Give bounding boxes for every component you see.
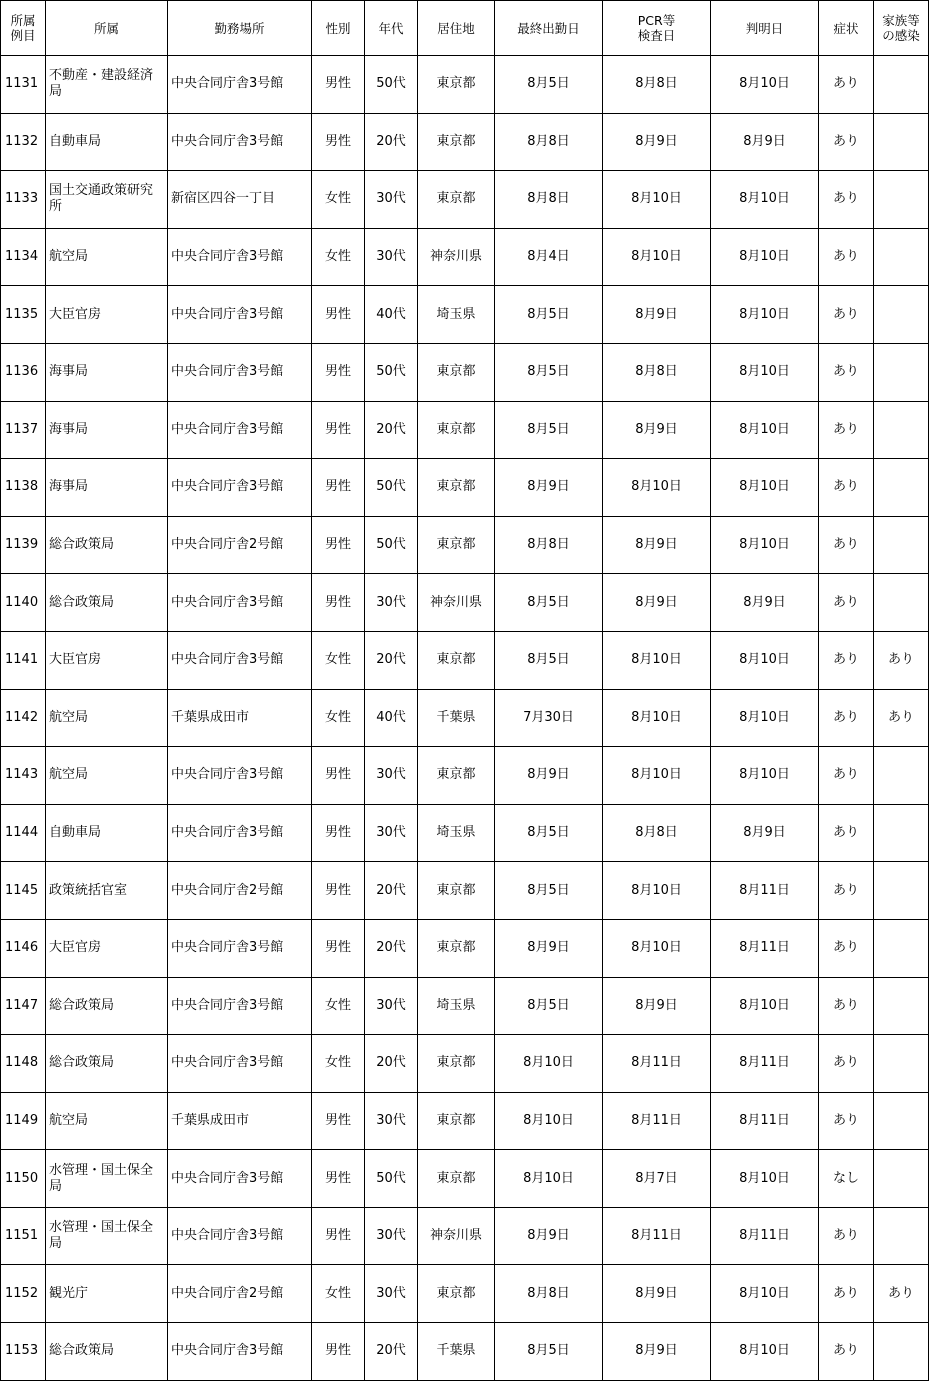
cell-age: 50代 xyxy=(365,459,418,517)
cell-case-number: 1153 xyxy=(1,1323,46,1381)
cell-confirmed-date: 8月10日 xyxy=(711,977,819,1035)
cell-sex: 男性 xyxy=(312,286,365,344)
cell-workplace: 中央合同庁舎3号館 xyxy=(168,401,312,459)
cell-affiliation: 総合政策局 xyxy=(46,574,168,632)
cell-case-number: 1142 xyxy=(1,689,46,747)
cell-case-number: 1132 xyxy=(1,113,46,171)
table-row xyxy=(1,747,929,805)
cell-age: 30代 xyxy=(365,977,418,1035)
cell-confirmed-date: 8月10日 xyxy=(711,401,819,459)
cell-affiliation: 総合政策局 xyxy=(46,516,168,574)
cell-workplace: 中央合同庁舎3号館 xyxy=(168,286,312,344)
cell-workplace: 千葉県成田市 xyxy=(168,689,312,747)
cell-case-number: 1141 xyxy=(1,631,46,689)
cell-sex: 男性 xyxy=(312,113,365,171)
cell-affiliation: 航空局 xyxy=(46,689,168,747)
cell-pcr-date: 8月8日 xyxy=(603,804,711,862)
cell-pcr-date: 8月11日 xyxy=(603,1207,711,1265)
cell-symptoms: あり xyxy=(819,631,874,689)
cell-last-workday: 8月9日 xyxy=(495,459,603,517)
cell-case-number: 1143 xyxy=(1,747,46,805)
cell-family-infection xyxy=(874,1092,929,1150)
cell-affiliation: 水管理・国土保全局 xyxy=(46,1207,168,1265)
cell-pcr-date: 8月8日 xyxy=(603,343,711,401)
cell-sex: 男性 xyxy=(312,1323,365,1381)
header-residence: 居住地 xyxy=(418,1,495,56)
header-confirmed-date: 判明日 xyxy=(711,1,819,56)
cell-affiliation: 自動車局 xyxy=(46,113,168,171)
cell-residence: 東京都 xyxy=(418,401,495,459)
cell-last-workday: 8月10日 xyxy=(495,1150,603,1208)
cell-family-infection xyxy=(874,574,929,632)
cell-case-number: 1152 xyxy=(1,1265,46,1323)
cell-affiliation: 海事局 xyxy=(46,459,168,517)
cell-affiliation: 政策統括官室 xyxy=(46,862,168,920)
cell-workplace: 中央合同庁舎3号館 xyxy=(168,631,312,689)
cell-case-number: 1133 xyxy=(1,171,46,229)
cell-sex: 男性 xyxy=(312,804,365,862)
cell-case-number: 1138 xyxy=(1,459,46,517)
cell-sex: 男性 xyxy=(312,1207,365,1265)
cell-confirmed-date: 8月10日 xyxy=(711,631,819,689)
cell-family-infection xyxy=(874,401,929,459)
cell-last-workday: 8月5日 xyxy=(495,286,603,344)
cell-affiliation: 大臣官房 xyxy=(46,631,168,689)
cell-symptoms: あり xyxy=(819,574,874,632)
cell-residence: 東京都 xyxy=(418,56,495,114)
cell-last-workday: 8月8日 xyxy=(495,171,603,229)
cell-sex: 女性 xyxy=(312,689,365,747)
cell-pcr-date: 8月8日 xyxy=(603,56,711,114)
table-row xyxy=(1,631,929,689)
cell-affiliation: 国土交通政策研究所 xyxy=(46,171,168,229)
cell-last-workday: 8月5日 xyxy=(495,804,603,862)
cell-residence: 東京都 xyxy=(418,459,495,517)
table-row xyxy=(1,286,929,344)
cell-sex: 男性 xyxy=(312,747,365,805)
cell-affiliation: 不動産・建設経済局 xyxy=(46,56,168,114)
cell-affiliation: 大臣官房 xyxy=(46,286,168,344)
cell-workplace: 中央合同庁舎3号館 xyxy=(168,804,312,862)
cell-age: 50代 xyxy=(365,1150,418,1208)
header-family-infection: 家族等 の感染 xyxy=(874,1,929,56)
cell-confirmed-date: 8月11日 xyxy=(711,1035,819,1093)
cell-age: 20代 xyxy=(365,401,418,459)
cell-age: 50代 xyxy=(365,343,418,401)
cell-family-infection: あり xyxy=(874,1265,929,1323)
cell-age: 30代 xyxy=(365,228,418,286)
cell-symptoms: あり xyxy=(819,1265,874,1323)
cell-affiliation: 総合政策局 xyxy=(46,1035,168,1093)
cell-workplace: 中央合同庁舎3号館 xyxy=(168,574,312,632)
cell-residence: 神奈川県 xyxy=(418,228,495,286)
cell-residence: 千葉県 xyxy=(418,689,495,747)
cell-family-infection xyxy=(874,516,929,574)
table-row xyxy=(1,459,929,517)
cell-age: 20代 xyxy=(365,919,418,977)
cell-confirmed-date: 8月11日 xyxy=(711,919,819,977)
cell-residence: 神奈川県 xyxy=(418,1207,495,1265)
cell-last-workday: 7月30日 xyxy=(495,689,603,747)
cell-symptoms: あり xyxy=(819,343,874,401)
cell-symptoms: あり xyxy=(819,228,874,286)
cell-case-number: 1148 xyxy=(1,1035,46,1093)
cell-sex: 女性 xyxy=(312,977,365,1035)
header-last-workday: 最終出勤日 xyxy=(495,1,603,56)
cell-age: 30代 xyxy=(365,1092,418,1150)
cell-pcr-date: 8月9日 xyxy=(603,1265,711,1323)
cell-workplace: 中央合同庁舎3号館 xyxy=(168,747,312,805)
cell-confirmed-date: 8月10日 xyxy=(711,1265,819,1323)
cell-workplace: 中央合同庁舎3号館 xyxy=(168,1323,312,1381)
cell-case-number: 1139 xyxy=(1,516,46,574)
cell-residence: 埼玉県 xyxy=(418,286,495,344)
cell-pcr-date: 8月11日 xyxy=(603,1092,711,1150)
cell-residence: 東京都 xyxy=(418,747,495,805)
cell-affiliation: 総合政策局 xyxy=(46,977,168,1035)
cell-last-workday: 8月5日 xyxy=(495,862,603,920)
cell-confirmed-date: 8月9日 xyxy=(711,574,819,632)
cell-last-workday: 8月5日 xyxy=(495,631,603,689)
cell-workplace: 中央合同庁舎3号館 xyxy=(168,1150,312,1208)
cell-residence: 東京都 xyxy=(418,343,495,401)
cell-case-number: 1137 xyxy=(1,401,46,459)
cell-confirmed-date: 8月10日 xyxy=(711,286,819,344)
table-row xyxy=(1,171,929,229)
table-row xyxy=(1,977,929,1035)
cell-confirmed-date: 8月11日 xyxy=(711,862,819,920)
cell-workplace: 中央合同庁舎3号館 xyxy=(168,459,312,517)
cell-workplace: 中央合同庁舎3号館 xyxy=(168,977,312,1035)
cell-residence: 東京都 xyxy=(418,1265,495,1323)
table-row xyxy=(1,574,929,632)
cell-family-infection xyxy=(874,228,929,286)
cell-case-number: 1145 xyxy=(1,862,46,920)
cell-case-number: 1151 xyxy=(1,1207,46,1265)
cell-affiliation: 大臣官房 xyxy=(46,919,168,977)
cell-confirmed-date: 8月10日 xyxy=(711,747,819,805)
cell-workplace: 千葉県成田市 xyxy=(168,1092,312,1150)
header-workplace: 勤務場所 xyxy=(168,1,312,56)
table-row xyxy=(1,113,929,171)
cell-family-infection xyxy=(874,459,929,517)
cell-confirmed-date: 8月10日 xyxy=(711,228,819,286)
cell-pcr-date: 8月9日 xyxy=(603,113,711,171)
cell-residence: 東京都 xyxy=(418,919,495,977)
cell-affiliation: 航空局 xyxy=(46,228,168,286)
header-row xyxy=(1,1,929,56)
cell-age: 30代 xyxy=(365,1207,418,1265)
cell-case-number: 1134 xyxy=(1,228,46,286)
cell-pcr-date: 8月10日 xyxy=(603,459,711,517)
cell-symptoms: あり xyxy=(819,1035,874,1093)
cell-symptoms: あり xyxy=(819,747,874,805)
cell-workplace: 中央合同庁舎3号館 xyxy=(168,1035,312,1093)
cell-family-infection xyxy=(874,747,929,805)
cell-last-workday: 8月8日 xyxy=(495,113,603,171)
cell-confirmed-date: 8月11日 xyxy=(711,1092,819,1150)
table-row xyxy=(1,343,929,401)
cell-last-workday: 8月9日 xyxy=(495,1207,603,1265)
cell-symptoms: あり xyxy=(819,1323,874,1381)
cell-confirmed-date: 8月10日 xyxy=(711,343,819,401)
cell-residence: 東京都 xyxy=(418,631,495,689)
header-affiliation: 所属 xyxy=(46,1,168,56)
cell-age: 20代 xyxy=(365,113,418,171)
cell-family-infection: あり xyxy=(874,631,929,689)
cell-symptoms: あり xyxy=(819,459,874,517)
table-row xyxy=(1,1035,929,1093)
cell-symptoms: あり xyxy=(819,1092,874,1150)
cell-sex: 女性 xyxy=(312,1265,365,1323)
cell-residence: 東京都 xyxy=(418,1035,495,1093)
cell-family-infection xyxy=(874,113,929,171)
cell-last-workday: 8月8日 xyxy=(495,516,603,574)
cell-family-infection xyxy=(874,862,929,920)
table-row xyxy=(1,1323,929,1381)
cell-pcr-date: 8月9日 xyxy=(603,286,711,344)
cell-sex: 男性 xyxy=(312,1150,365,1208)
cell-last-workday: 8月4日 xyxy=(495,228,603,286)
header-case-number: 所属 例目 xyxy=(1,1,46,56)
cell-pcr-date: 8月10日 xyxy=(603,631,711,689)
cell-residence: 千葉県 xyxy=(418,1323,495,1381)
cell-case-number: 1150 xyxy=(1,1150,46,1208)
cell-residence: 東京都 xyxy=(418,171,495,229)
cell-residence: 埼玉県 xyxy=(418,977,495,1035)
cell-confirmed-date: 8月10日 xyxy=(711,459,819,517)
cell-residence: 東京都 xyxy=(418,1150,495,1208)
cell-pcr-date: 8月9日 xyxy=(603,977,711,1035)
cell-last-workday: 8月5日 xyxy=(495,574,603,632)
cell-age: 30代 xyxy=(365,171,418,229)
cell-case-number: 1149 xyxy=(1,1092,46,1150)
cell-sex: 男性 xyxy=(312,862,365,920)
cell-last-workday: 8月10日 xyxy=(495,1092,603,1150)
table-row xyxy=(1,1150,929,1208)
cell-workplace: 中央合同庁舎3号館 xyxy=(168,1207,312,1265)
cell-symptoms: あり xyxy=(819,919,874,977)
table-row xyxy=(1,401,929,459)
cell-confirmed-date: 8月10日 xyxy=(711,56,819,114)
cell-family-infection xyxy=(874,286,929,344)
cell-workplace: 中央合同庁舎2号館 xyxy=(168,516,312,574)
cell-family-infection xyxy=(874,1207,929,1265)
cell-age: 20代 xyxy=(365,1323,418,1381)
cell-symptoms: あり xyxy=(819,977,874,1035)
cell-last-workday: 8月10日 xyxy=(495,1035,603,1093)
table-row xyxy=(1,1092,929,1150)
cell-family-infection: あり xyxy=(874,689,929,747)
header-pcr-date: PCR等 検査日 xyxy=(603,1,711,56)
cell-pcr-date: 8月9日 xyxy=(603,1323,711,1381)
cell-residence: 埼玉県 xyxy=(418,804,495,862)
header-age: 年代 xyxy=(365,1,418,56)
cell-family-infection xyxy=(874,1323,929,1381)
cell-age: 30代 xyxy=(365,574,418,632)
cell-sex: 男性 xyxy=(312,1092,365,1150)
cell-confirmed-date: 8月10日 xyxy=(711,1150,819,1208)
cell-family-infection xyxy=(874,919,929,977)
cell-sex: 女性 xyxy=(312,171,365,229)
cell-workplace: 中央合同庁舎2号館 xyxy=(168,1265,312,1323)
cell-sex: 男性 xyxy=(312,401,365,459)
cell-sex: 女性 xyxy=(312,228,365,286)
cell-workplace: 中央合同庁舎2号館 xyxy=(168,862,312,920)
cell-last-workday: 8月5日 xyxy=(495,56,603,114)
cell-symptoms: あり xyxy=(819,689,874,747)
cell-affiliation: 観光庁 xyxy=(46,1265,168,1323)
cell-affiliation: 自動車局 xyxy=(46,804,168,862)
cell-family-infection xyxy=(874,343,929,401)
cell-case-number: 1147 xyxy=(1,977,46,1035)
cell-family-infection xyxy=(874,1150,929,1208)
cell-family-infection xyxy=(874,977,929,1035)
cell-confirmed-date: 8月9日 xyxy=(711,113,819,171)
cell-sex: 女性 xyxy=(312,631,365,689)
cell-age: 40代 xyxy=(365,286,418,344)
table-row xyxy=(1,689,929,747)
cell-case-number: 1131 xyxy=(1,56,46,114)
cell-sex: 男性 xyxy=(312,459,365,517)
cell-case-number: 1136 xyxy=(1,343,46,401)
cell-last-workday: 8月9日 xyxy=(495,747,603,805)
cell-age: 30代 xyxy=(365,747,418,805)
cell-residence: 東京都 xyxy=(418,516,495,574)
cell-pcr-date: 8月9日 xyxy=(603,516,711,574)
cell-symptoms: あり xyxy=(819,113,874,171)
cell-residence: 東京都 xyxy=(418,113,495,171)
cell-age: 20代 xyxy=(365,1035,418,1093)
cell-pcr-date: 8月10日 xyxy=(603,919,711,977)
cell-family-infection xyxy=(874,1035,929,1093)
cell-affiliation: 総合政策局 xyxy=(46,1323,168,1381)
cell-pcr-date: 8月10日 xyxy=(603,689,711,747)
cell-last-workday: 8月8日 xyxy=(495,1265,603,1323)
cell-last-workday: 8月5日 xyxy=(495,1323,603,1381)
table-row xyxy=(1,1207,929,1265)
cell-age: 20代 xyxy=(365,862,418,920)
cell-symptoms: なし xyxy=(819,1150,874,1208)
header-symptoms: 症状 xyxy=(819,1,874,56)
cell-symptoms: あり xyxy=(819,862,874,920)
table-row xyxy=(1,516,929,574)
cell-symptoms: あり xyxy=(819,401,874,459)
cell-workplace: 中央合同庁舎3号館 xyxy=(168,343,312,401)
cell-pcr-date: 8月9日 xyxy=(603,401,711,459)
cell-affiliation: 航空局 xyxy=(46,1092,168,1150)
cell-confirmed-date: 8月11日 xyxy=(711,1207,819,1265)
cell-age: 50代 xyxy=(365,56,418,114)
cell-age: 40代 xyxy=(365,689,418,747)
cell-last-workday: 8月5日 xyxy=(495,401,603,459)
cell-affiliation: 海事局 xyxy=(46,401,168,459)
cell-symptoms: あり xyxy=(819,56,874,114)
cell-symptoms: あり xyxy=(819,804,874,862)
cell-pcr-date: 8月11日 xyxy=(603,1035,711,1093)
cell-confirmed-date: 8月10日 xyxy=(711,516,819,574)
cell-family-infection xyxy=(874,56,929,114)
cell-age: 20代 xyxy=(365,631,418,689)
cell-workplace: 中央合同庁舎3号館 xyxy=(168,56,312,114)
header-sex: 性別 xyxy=(312,1,365,56)
cell-affiliation: 水管理・国土保全局 xyxy=(46,1150,168,1208)
cell-pcr-date: 8月10日 xyxy=(603,228,711,286)
cell-pcr-date: 8月9日 xyxy=(603,574,711,632)
cell-sex: 女性 xyxy=(312,1035,365,1093)
cell-age: 50代 xyxy=(365,516,418,574)
cell-pcr-date: 8月10日 xyxy=(603,862,711,920)
cell-sex: 男性 xyxy=(312,574,365,632)
cell-family-infection xyxy=(874,804,929,862)
cell-last-workday: 8月9日 xyxy=(495,919,603,977)
table-body xyxy=(1,56,929,1381)
cell-workplace: 中央合同庁舎3号館 xyxy=(168,113,312,171)
cell-sex: 男性 xyxy=(312,56,365,114)
cell-pcr-date: 8月10日 xyxy=(603,747,711,805)
cell-residence: 神奈川県 xyxy=(418,574,495,632)
table-row xyxy=(1,919,929,977)
cell-symptoms: あり xyxy=(819,286,874,344)
cell-workplace: 新宿区四谷一丁目 xyxy=(168,171,312,229)
cell-confirmed-date: 8月10日 xyxy=(711,689,819,747)
cell-case-number: 1135 xyxy=(1,286,46,344)
cell-workplace: 中央合同庁舎3号館 xyxy=(168,228,312,286)
table-row xyxy=(1,228,929,286)
table-row xyxy=(1,56,929,114)
cell-symptoms: あり xyxy=(819,1207,874,1265)
cell-pcr-date: 8月7日 xyxy=(603,1150,711,1208)
cell-sex: 男性 xyxy=(312,516,365,574)
cell-last-workday: 8月5日 xyxy=(495,977,603,1035)
cell-last-workday: 8月5日 xyxy=(495,343,603,401)
cell-workplace: 中央合同庁舎3号館 xyxy=(168,919,312,977)
cell-confirmed-date: 8月10日 xyxy=(711,1323,819,1381)
cell-symptoms: あり xyxy=(819,171,874,229)
table-row xyxy=(1,862,929,920)
cell-confirmed-date: 8月9日 xyxy=(711,804,819,862)
table-row xyxy=(1,1265,929,1323)
cell-age: 30代 xyxy=(365,1265,418,1323)
cell-pcr-date: 8月10日 xyxy=(603,171,711,229)
cell-family-infection xyxy=(874,171,929,229)
table-row xyxy=(1,804,929,862)
cell-age: 30代 xyxy=(365,804,418,862)
cell-case-number: 1146 xyxy=(1,919,46,977)
cell-affiliation: 航空局 xyxy=(46,747,168,805)
cell-symptoms: あり xyxy=(819,516,874,574)
cell-sex: 男性 xyxy=(312,919,365,977)
cell-sex: 男性 xyxy=(312,343,365,401)
cell-residence: 東京都 xyxy=(418,1092,495,1150)
cell-confirmed-date: 8月10日 xyxy=(711,171,819,229)
cell-case-number: 1144 xyxy=(1,804,46,862)
cell-case-number: 1140 xyxy=(1,574,46,632)
cell-residence: 東京都 xyxy=(418,862,495,920)
cell-affiliation: 海事局 xyxy=(46,343,168,401)
